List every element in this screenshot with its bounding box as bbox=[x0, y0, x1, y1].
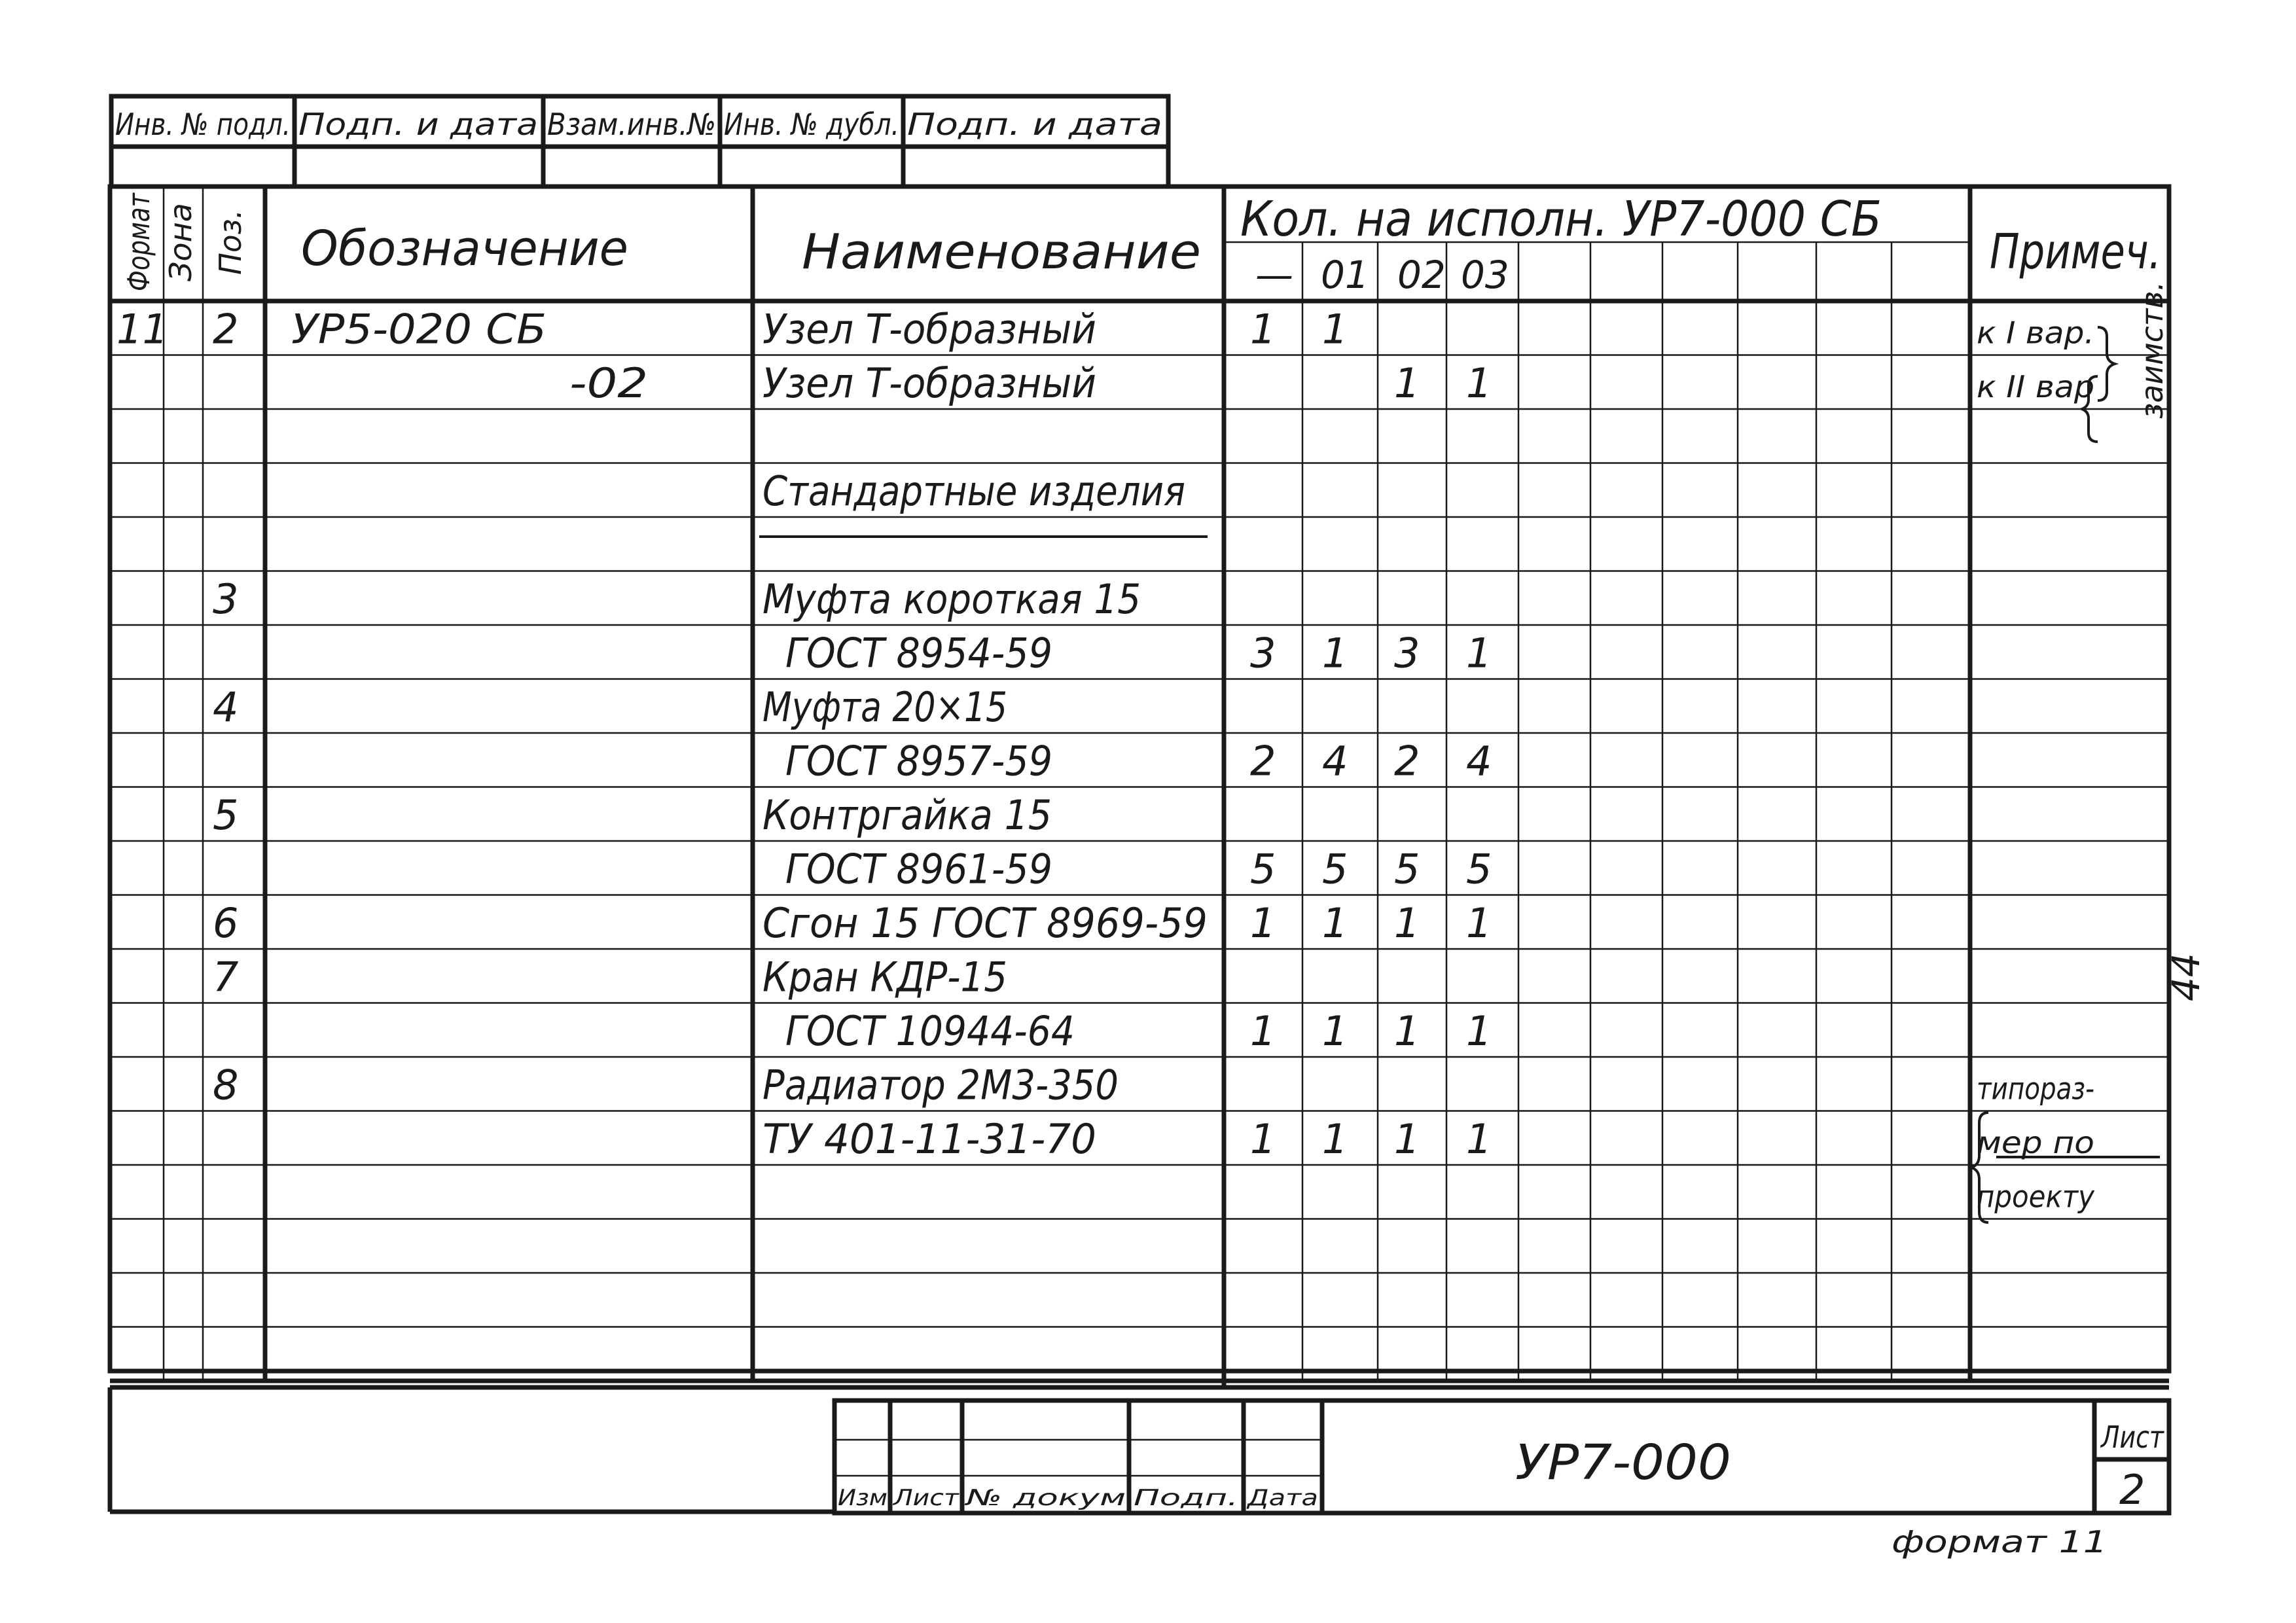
row-qty: 1 bbox=[1466, 1115, 1492, 1163]
row-name: Радиатор 2М3-350 bbox=[762, 1061, 1119, 1109]
row-qty: 1 bbox=[1322, 1007, 1348, 1055]
row-qty: 1 bbox=[1394, 899, 1420, 947]
row-qty: 1 bbox=[1322, 899, 1348, 947]
row-qty: 2 bbox=[1394, 737, 1420, 785]
row-position: 4 bbox=[213, 683, 239, 731]
header-format: Формат bbox=[121, 169, 156, 291]
row-qty: 2 bbox=[1250, 737, 1276, 785]
row-qty: 1 bbox=[1322, 1115, 1348, 1163]
row-note: типораз- bbox=[1977, 1071, 2094, 1107]
format-footer: формат 11 bbox=[1892, 1524, 2108, 1560]
row-name: Стандартные изделия bbox=[762, 467, 1185, 515]
row-name: Контргайка 15 bbox=[762, 791, 1052, 839]
row-qty: 1 bbox=[1466, 359, 1492, 407]
top-strip-cell: Подп. и дата bbox=[298, 107, 538, 142]
row-qty: 5 bbox=[1250, 845, 1276, 893]
row-position: 7 bbox=[213, 953, 239, 1001]
title-col-label: Подп. bbox=[1134, 1485, 1238, 1511]
header-note: Примеч. bbox=[1990, 224, 2161, 280]
top-strip bbox=[111, 96, 1168, 187]
header-variant: 02 bbox=[1397, 253, 1446, 297]
title-col-label: № докум bbox=[963, 1485, 1126, 1511]
header-zone: Зона bbox=[163, 205, 198, 281]
row-qty: 1 bbox=[1394, 359, 1420, 407]
row-qty: 1 bbox=[1394, 1115, 1420, 1163]
row-qty: 3 bbox=[1250, 629, 1276, 677]
row-name: ГОСТ 8961-59 bbox=[785, 845, 1052, 893]
row-name: ГОСТ 8954-59 bbox=[785, 629, 1052, 677]
row-name: Узел Т-образный bbox=[762, 359, 1096, 407]
row-note: проекту bbox=[1977, 1179, 2095, 1215]
row-designation: УР5-020 СБ bbox=[291, 305, 547, 353]
row-qty: 1 bbox=[1250, 899, 1276, 947]
row-qty: 1 bbox=[1394, 1007, 1420, 1055]
top-strip-cell: Инв. № дубл. bbox=[724, 107, 899, 142]
title-col-label: Дата bbox=[1246, 1485, 1318, 1511]
top-strip-cell: Подп. и дата bbox=[907, 107, 1162, 142]
title-col-label: Изм bbox=[838, 1485, 888, 1511]
row-qty: 1 bbox=[1250, 305, 1276, 353]
sheet-label: Лист bbox=[2100, 1419, 2164, 1455]
row-name: Муфта 20×15 bbox=[762, 683, 1007, 731]
top-strip-cell: Инв. № подл. bbox=[115, 107, 291, 142]
row-name: ГОСТ 8957-59 bbox=[785, 737, 1052, 785]
row-name: Муфта короткая 15 bbox=[762, 575, 1141, 623]
header-pos: Поз. bbox=[213, 208, 248, 275]
row-position: 6 bbox=[213, 899, 239, 947]
row-position: 2 bbox=[213, 305, 239, 353]
title-col-label: Лист bbox=[891, 1485, 960, 1511]
margin-number: 44 bbox=[2164, 953, 2208, 1001]
row-name: Сгон 15 ГОСТ 8969-59 bbox=[762, 899, 1208, 947]
row-qty: 4 bbox=[1322, 737, 1348, 785]
header-name: Наименование bbox=[802, 224, 1201, 280]
row-qty: 1 bbox=[1466, 899, 1492, 947]
row-qty: 5 bbox=[1394, 845, 1420, 893]
row-qty: 5 bbox=[1466, 845, 1492, 893]
row-position: 3 bbox=[213, 575, 239, 623]
header-qty-title: Кол. на исполн. УР7-000 СБ bbox=[1240, 191, 1882, 247]
header-designation: Обозначение bbox=[301, 221, 628, 277]
sheet-number: 2 bbox=[2119, 1466, 2145, 1514]
row-position: 5 bbox=[213, 791, 239, 839]
table-body bbox=[117, 306, 2095, 1215]
title-block bbox=[110, 1387, 2169, 1514]
row-position: 8 bbox=[213, 1061, 239, 1109]
row-format: 11 bbox=[117, 305, 168, 353]
row-note: мер по bbox=[1977, 1125, 2094, 1160]
row-note: к II вар bbox=[1977, 369, 2094, 404]
side-note-borrowed: заимств. bbox=[2134, 280, 2170, 419]
header-variant: 03 bbox=[1461, 253, 1509, 297]
row-qty: 5 bbox=[1322, 845, 1348, 893]
header-variant: — bbox=[1255, 253, 1293, 297]
row-name: Кран КДР-15 bbox=[762, 953, 1007, 1001]
top-strip-cell: Взам.инв.№ bbox=[547, 107, 716, 142]
main-frame bbox=[110, 169, 2169, 1387]
row-qty: 1 bbox=[1322, 629, 1348, 677]
header-variant: 01 bbox=[1321, 253, 1369, 297]
table-header bbox=[121, 169, 2161, 297]
row-qty: 1 bbox=[1250, 1115, 1276, 1163]
row-note: к I вар. bbox=[1977, 315, 2094, 351]
row-name: Узел Т-образный bbox=[762, 305, 1096, 353]
row-qty: 1 bbox=[1250, 1007, 1276, 1055]
row-qty: 1 bbox=[1322, 305, 1348, 353]
row-designation: -02 bbox=[569, 359, 648, 407]
row-name: ГОСТ 10944-64 bbox=[785, 1007, 1075, 1055]
row-qty: 3 bbox=[1394, 629, 1420, 677]
document-code: УР7-000 bbox=[1515, 1435, 1731, 1491]
row-qty: 4 bbox=[1466, 737, 1492, 785]
row-name: ТУ 401-11-31-70 bbox=[762, 1115, 1096, 1163]
row-qty: 1 bbox=[1466, 1007, 1492, 1055]
row-qty: 1 bbox=[1466, 629, 1492, 677]
